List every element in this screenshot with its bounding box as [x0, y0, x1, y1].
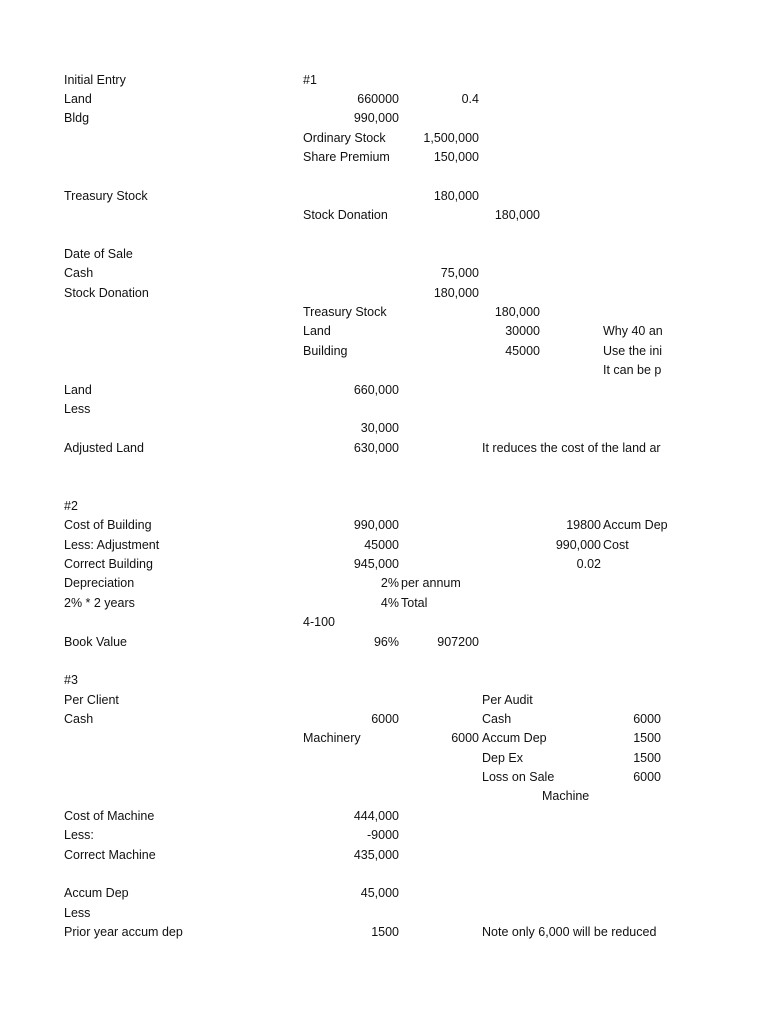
cell-g25: Cost [603, 538, 629, 552]
cell-a3: Bldg [64, 111, 90, 125]
cell-e36: Dep Ex [482, 751, 523, 765]
cell-c25: 45000 [364, 538, 399, 552]
cell-g14: Why 40 an [603, 324, 663, 338]
cell-d2: 0.4 [461, 92, 479, 106]
cell-b35: Machinery [303, 731, 361, 745]
cell-b29: 4-100 [303, 615, 335, 629]
cell-e35: Accum Dep [482, 731, 547, 745]
cell-a11: Cash [64, 266, 94, 280]
cell-f25: 990,000 [555, 538, 601, 552]
cell-c30: 96% [373, 635, 399, 649]
cell-a33: Per Client [64, 693, 119, 707]
cell-g24: Accum Dep [603, 518, 668, 532]
cell-a7: Treasury Stock [64, 189, 148, 203]
cell-g15: Use the ini [603, 344, 663, 358]
cell-c3: 990,000 [353, 111, 399, 125]
cell-a30: Book Value [64, 635, 128, 649]
cell-a45: Prior year accum dep [64, 925, 183, 939]
cell-a24: Cost of Building [64, 518, 152, 532]
cell-a17: Land [64, 383, 92, 397]
cell-e37: Loss on Sale [482, 770, 555, 784]
cell-a43: Accum Dep [64, 886, 129, 900]
cell-g35: 1500 [633, 731, 661, 745]
cell-f38: Machine [542, 789, 590, 803]
cell-a27: Depreciation [64, 576, 135, 590]
cell-d7: 180,000 [433, 189, 479, 203]
cell-a28: 2% * 2 years [64, 596, 135, 610]
cell-d35: 6000 [451, 731, 479, 745]
cell-a41: Correct Machine [64, 848, 156, 862]
cell-c41: 435,000 [353, 848, 399, 862]
cell-a25: Less: Adjustment [64, 538, 160, 552]
cell-c19: 30,000 [360, 421, 399, 435]
cell-b13: Treasury Stock [303, 305, 387, 319]
cell-e20: It reduces the cost of the land ar [482, 441, 661, 455]
cell-f26: 0.02 [576, 557, 601, 571]
cell-a34: Cash [64, 712, 94, 726]
cell-a40: Less: [64, 828, 94, 842]
cell-a10: Date of Sale [64, 247, 133, 261]
cell-b15: Building [303, 344, 348, 358]
cell-c28: 4% [380, 596, 399, 610]
cell-e34: Cash [482, 712, 512, 726]
cell-a23: #2 [64, 499, 78, 513]
cell-c2: 660000 [357, 92, 399, 106]
cell-a39: Cost of Machine [64, 809, 155, 823]
cell-c17: 660,000 [353, 383, 399, 397]
cell-a44: Less [64, 906, 91, 920]
cell-e14: 30000 [505, 324, 540, 338]
cell-e15: 45000 [505, 344, 540, 358]
cell-d4: 1,500,000 [423, 131, 479, 145]
cell-c40: -9000 [367, 828, 399, 842]
cell-c27: 2% [380, 576, 399, 590]
cell-g16: It can be p [603, 363, 662, 377]
cell-c20: 630,000 [353, 441, 399, 455]
cell-a20: Adjusted Land [64, 441, 144, 455]
cell-a32: #3 [64, 673, 78, 687]
cell-g34: 6000 [633, 712, 661, 726]
cell-g36: 1500 [633, 751, 661, 765]
cell-e45: Note only 6,000 will be reduced [482, 925, 657, 939]
cell-c39: 444,000 [353, 809, 399, 823]
cell-e33: Per Audit [482, 693, 533, 707]
cell-d27: per annum [401, 576, 461, 590]
cell-d28: Total [401, 596, 428, 610]
cell-d11: 75,000 [440, 266, 479, 280]
cell-e13: 180,000 [494, 305, 540, 319]
cell-c43: 45,000 [360, 886, 399, 900]
cell-f24: 19800 [566, 518, 601, 532]
cell-a2: Land [64, 92, 92, 106]
cell-a18: Less [64, 402, 91, 416]
cell-b8: Stock Donation [303, 208, 388, 222]
cell-a12: Stock Donation [64, 286, 149, 300]
cell-d12: 180,000 [433, 286, 479, 300]
cell-d30: 907200 [437, 635, 479, 649]
cell-b14: Land [303, 324, 331, 338]
cell-b1: #1 [303, 73, 317, 87]
cell-e8: 180,000 [494, 208, 540, 222]
cell-c45: 1500 [371, 925, 399, 939]
cell-g37: 6000 [633, 770, 661, 784]
cell-d5: 150,000 [433, 150, 479, 164]
cell-c24: 990,000 [353, 518, 399, 532]
cell-c34: 6000 [371, 712, 399, 726]
cell-c26: 945,000 [353, 557, 399, 571]
cell-a26: Correct Building [64, 557, 153, 571]
cell-b4: Ordinary Stock [303, 131, 386, 145]
cell-b5: Share Premium [303, 150, 390, 164]
cell-a1: Initial Entry [64, 73, 126, 87]
